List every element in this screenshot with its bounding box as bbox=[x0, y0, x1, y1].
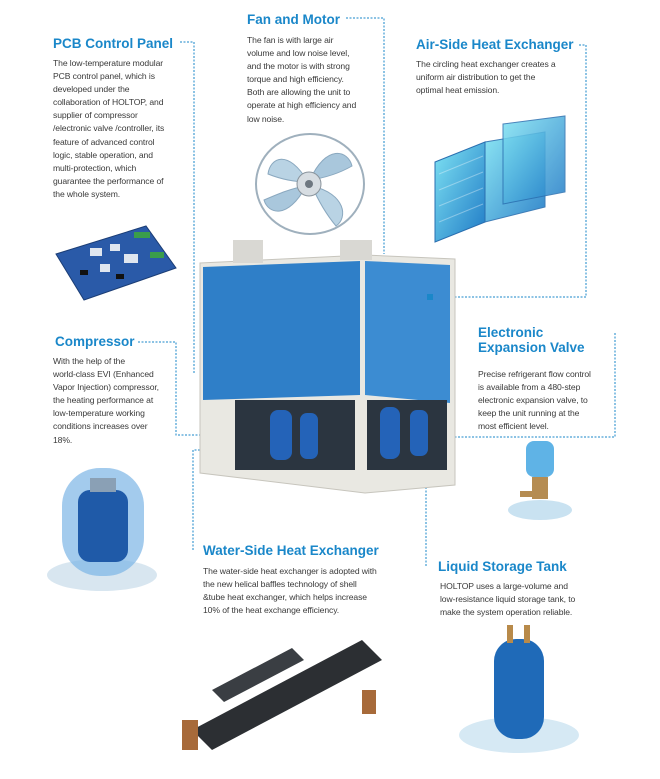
eev-desc-line: electronic expansion valve, to bbox=[478, 395, 588, 406]
pcb-desc-line: feature of advanced control bbox=[53, 136, 155, 147]
water-side-exchanger-image bbox=[172, 620, 402, 760]
pcb-board-image bbox=[50, 218, 180, 308]
waterside-description bbox=[203, 565, 403, 617]
waterside-desc-line: the new helical baffles technology of shell bbox=[203, 579, 357, 590]
waterside-desc-line: &tube heat exchanger, which helps increase bbox=[203, 592, 367, 603]
fan-desc-line: low noise. bbox=[247, 113, 285, 124]
electronic-expansion-valve-title bbox=[478, 325, 585, 355]
pcb-desc-line: guarantee the performance of bbox=[53, 175, 164, 186]
fan-desc-line: Both are allowing the unit to bbox=[247, 87, 351, 98]
compressor-desc-line: world-class EVI (Enhanced bbox=[53, 369, 154, 380]
compressor-desc-line: With the help of the bbox=[53, 356, 126, 366]
pcb-desc-line: /electronic valve /controller, its bbox=[53, 123, 165, 134]
compressor-desc-line: conditions increases over bbox=[53, 421, 148, 432]
compressor-desc-line: Vapor Injection) compressor, bbox=[53, 382, 159, 393]
airside-desc-line: The circling heat exchanger creates a bbox=[416, 59, 556, 69]
compressor-title: Compressor bbox=[55, 334, 135, 349]
airside-marker bbox=[427, 294, 433, 300]
eev-title-line: Electronic bbox=[478, 325, 544, 340]
compressor-description bbox=[53, 355, 178, 447]
eev-title-line: Expansion Valve bbox=[478, 340, 585, 355]
tank-desc-line: make the system operation reliable. bbox=[440, 607, 573, 618]
tank-desc-line: low-resistance liquid storage tank, to bbox=[440, 594, 576, 605]
compressor-desc-line: 18%. bbox=[53, 434, 73, 445]
fan-desc-line: and the motor is with strong bbox=[247, 61, 350, 72]
pcb-desc-line: developed under the bbox=[53, 84, 130, 95]
eev-desc-line: keep the unit running at the bbox=[478, 408, 580, 419]
tank-desc-line: HOLTOP uses a large-volume and bbox=[440, 581, 568, 591]
tank-description bbox=[440, 580, 610, 619]
pcb-desc-line: collaboration of HOLTOP, and bbox=[53, 97, 164, 108]
pcb-desc-line: supplier of compressor bbox=[53, 110, 138, 121]
fan-desc-line: volume and low noise level, bbox=[247, 48, 350, 59]
liquid-storage-tank-title: Liquid Storage Tank bbox=[438, 559, 567, 574]
air-side-heat-exchanger-title: Air-Side Heat Exchanger bbox=[416, 37, 574, 52]
main-unit-image bbox=[195, 235, 460, 495]
compressor-desc-line: low-temperature working bbox=[53, 408, 145, 419]
fan-desc-line: The fan is with large air bbox=[247, 35, 334, 45]
pcb-desc-line: logic, stable operation, and bbox=[53, 149, 153, 160]
pcb-description bbox=[53, 57, 188, 201]
air-side-exchanger-image bbox=[425, 112, 575, 252]
fan-motor-title: Fan and Motor bbox=[247, 12, 340, 27]
eev-desc-line: most efficient level. bbox=[478, 421, 549, 432]
compressor-desc-line: the heating performance at bbox=[53, 395, 154, 406]
compressor-image bbox=[40, 450, 165, 595]
eev-description bbox=[478, 368, 613, 433]
pcb-desc-line: The low-temperature modular bbox=[53, 58, 164, 68]
pcb-control-panel-title: PCB Control Panel bbox=[53, 36, 174, 51]
water-side-heat-exchanger-title: Water-Side Heat Exchanger bbox=[203, 543, 379, 558]
waterside-desc-line: The water-side heat exchanger is adopted with bbox=[203, 566, 377, 576]
pcb-desc-line: PCB control panel, which is bbox=[53, 71, 155, 82]
pcb-desc-line: multi-protection, which bbox=[53, 162, 137, 173]
airside-desc-line: optimal heat emission. bbox=[416, 85, 500, 96]
waterside-desc-line: 10% of the heat exchange efficiency. bbox=[203, 605, 340, 616]
storage-tank-image bbox=[452, 617, 587, 762]
fan-image bbox=[248, 128, 368, 238]
expansion-valve-image bbox=[500, 435, 580, 525]
fan-desc-line: operate at high efficiency and bbox=[247, 100, 357, 111]
airside-description bbox=[416, 58, 596, 97]
eev-desc-line: is available from a 480-step bbox=[478, 382, 581, 393]
pcb-desc-line: the whole system. bbox=[53, 188, 121, 199]
airside-desc-line: uniform air distribution to get the bbox=[416, 72, 536, 83]
eev-desc-line: Precise refrigerant flow control bbox=[478, 369, 591, 379]
fan-motor-description bbox=[247, 34, 387, 126]
fan-desc-line: torque and high efficiency. bbox=[247, 74, 344, 85]
